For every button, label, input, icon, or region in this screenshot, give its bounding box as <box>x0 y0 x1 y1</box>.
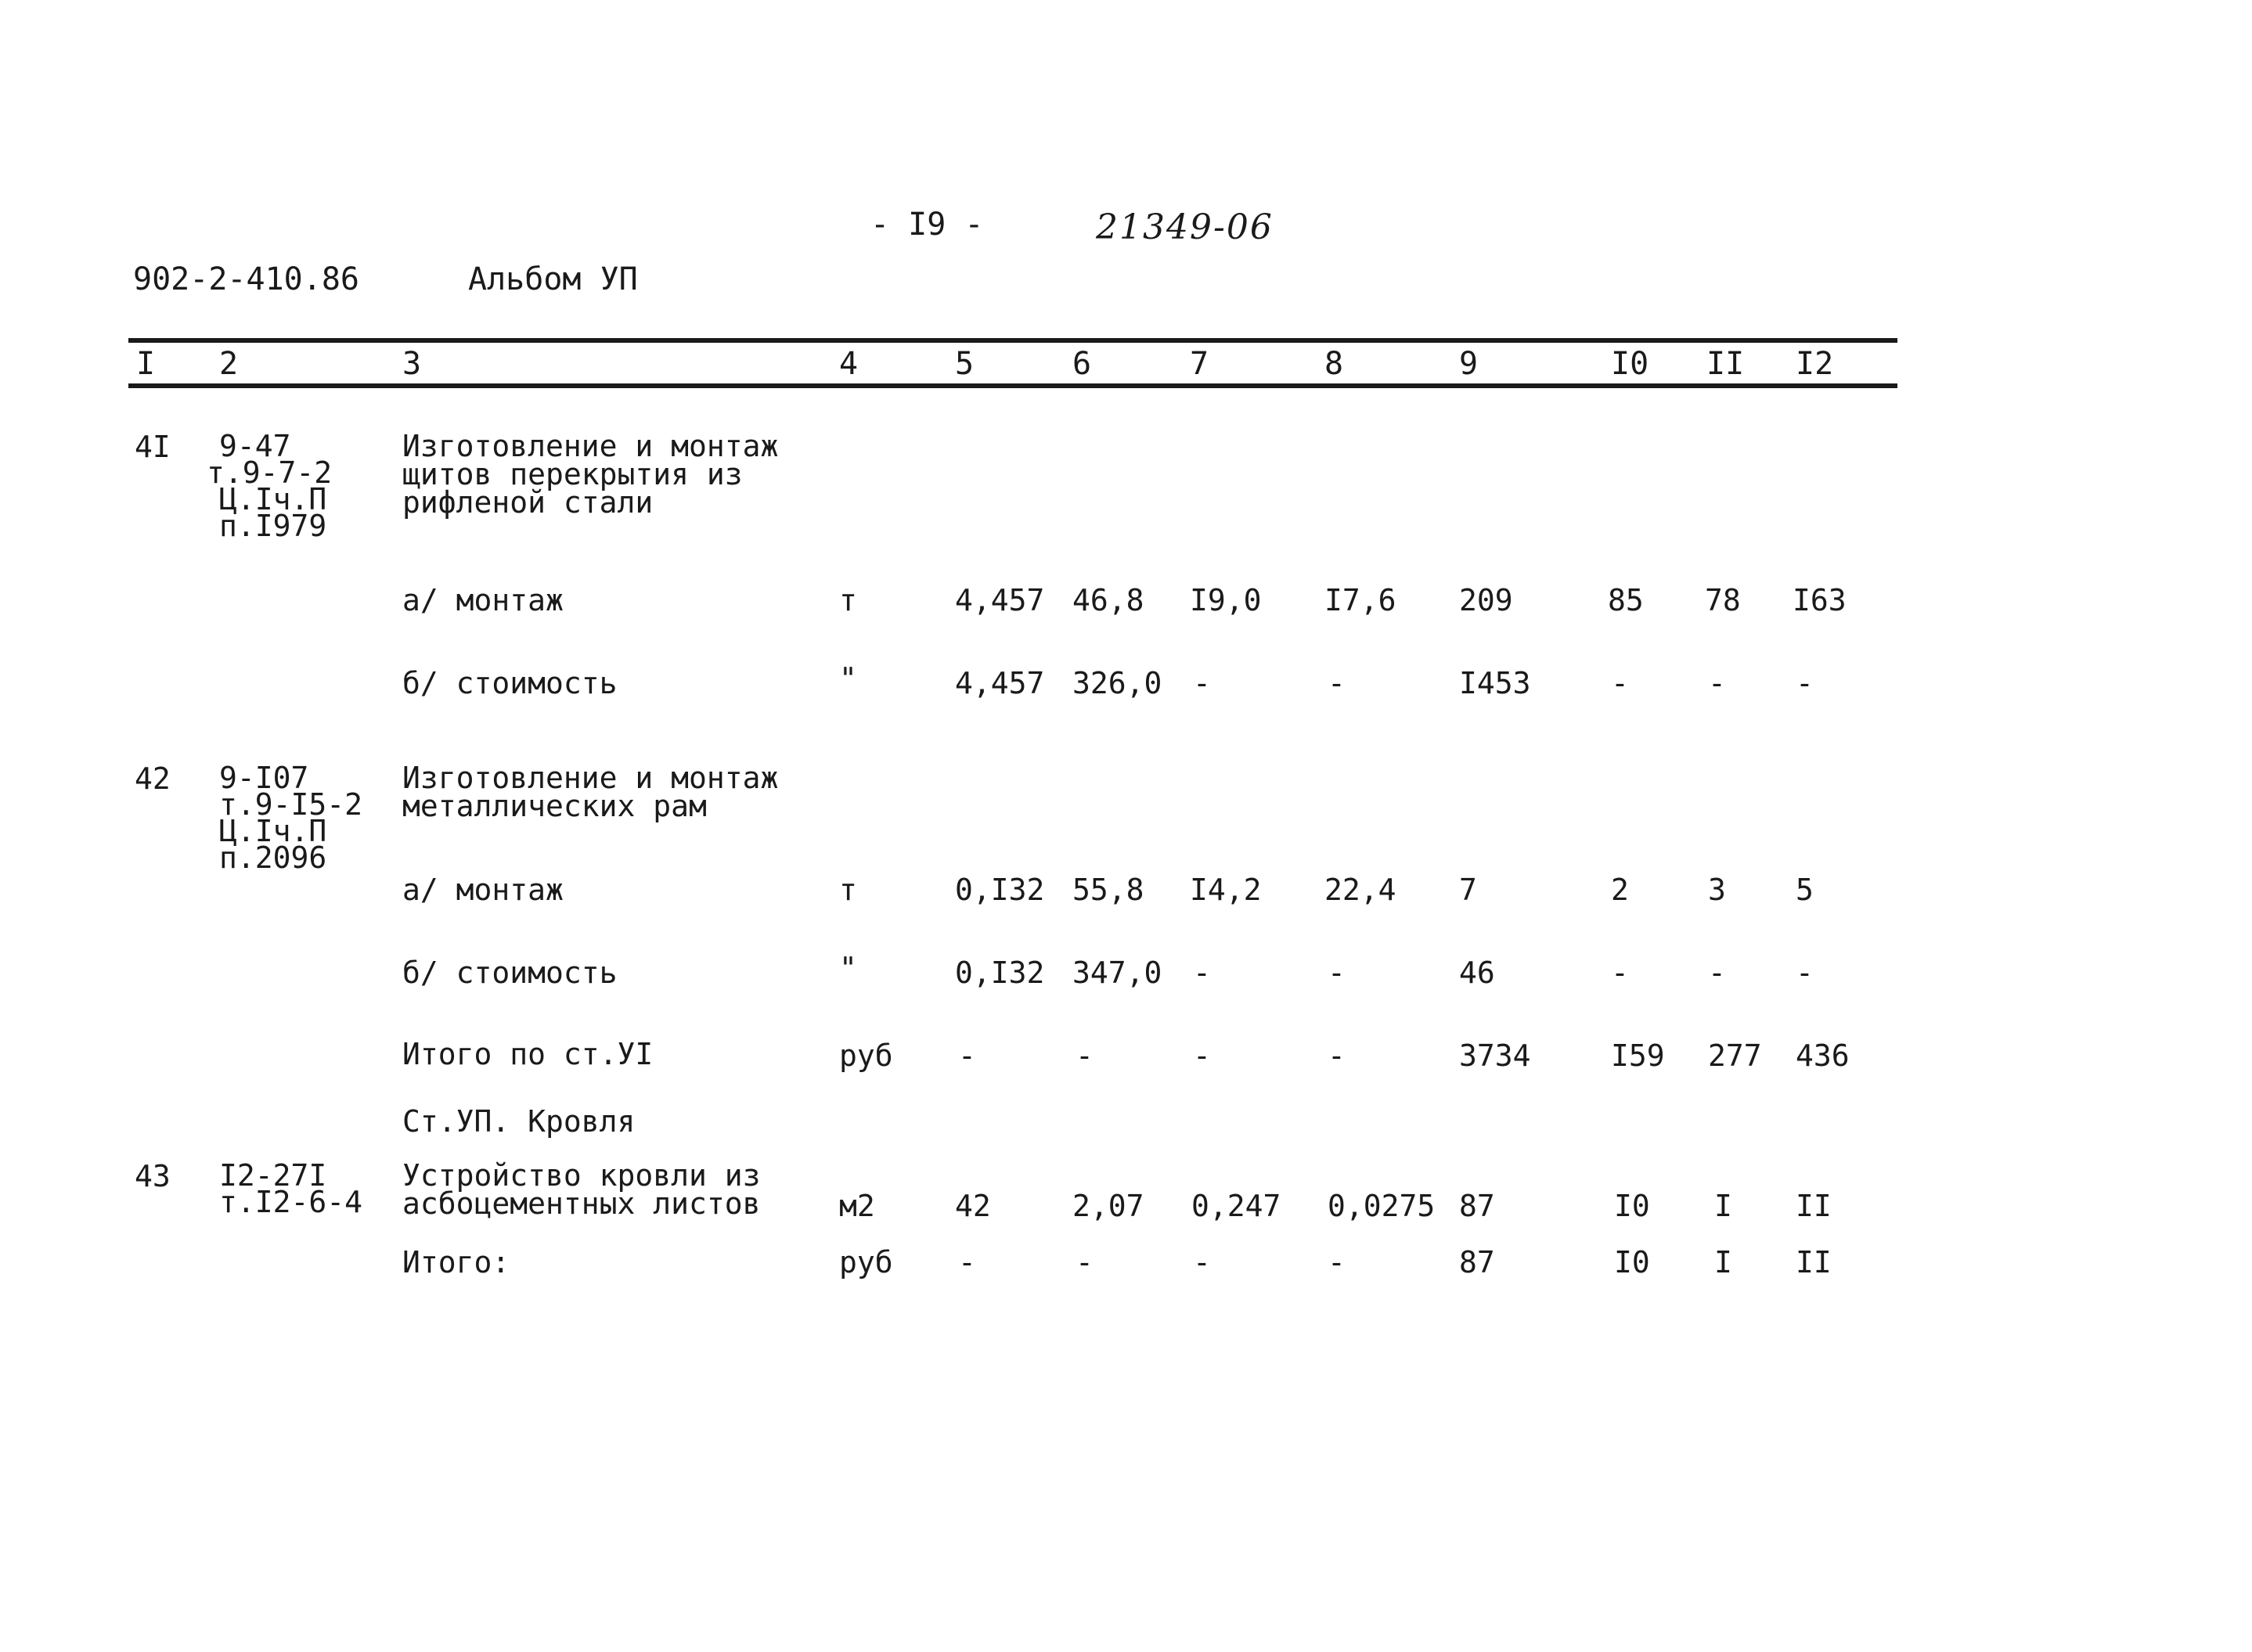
cell: 436 <box>1796 1038 1850 1073</box>
cell: 2,07 <box>1072 1189 1144 1223</box>
page-number: - I9 - <box>870 207 984 243</box>
cell: I59 <box>1611 1038 1665 1073</box>
column-header: 3 <box>402 346 422 382</box>
item-code: 9-47 <box>219 429 291 463</box>
cell: - <box>1193 1245 1211 1279</box>
cell: 78 <box>1705 583 1741 617</box>
cell: 22,4 <box>1324 873 1396 907</box>
row-label: а/ монтаж <box>402 583 564 617</box>
cell: 0,247 <box>1191 1189 1281 1223</box>
cell: - <box>1328 666 1346 700</box>
item-number: 43 <box>135 1159 171 1193</box>
cell: 46,8 <box>1072 583 1144 617</box>
cell: - <box>1193 666 1211 700</box>
cell: 87 <box>1459 1245 1495 1279</box>
item-code: п.2096 <box>219 840 327 875</box>
cell: - <box>1193 956 1211 990</box>
cell: 0,I32 <box>955 956 1045 990</box>
item-description: металлических рам <box>402 789 707 823</box>
cell: 0,I32 <box>955 873 1045 907</box>
column-header: I <box>136 346 156 382</box>
cell: - <box>1708 666 1726 700</box>
column-header: I0 <box>1611 346 1649 382</box>
unit-cell: " <box>839 661 857 696</box>
column-header: 5 <box>955 346 975 382</box>
cell: 209 <box>1459 583 1513 617</box>
item-code: 9-I07 <box>219 761 309 795</box>
cell: 4,457 <box>955 666 1045 700</box>
item-code: Ц.Iч.П <box>219 814 327 848</box>
album-title: Альбом УП <box>468 261 638 297</box>
cell: II <box>1796 1189 1832 1223</box>
cell: 277 <box>1708 1038 1762 1073</box>
cell: 42 <box>955 1189 991 1223</box>
total-label: Итого: <box>402 1245 510 1279</box>
column-header: 8 <box>1324 346 1344 382</box>
item-code: Ц.Iч.П <box>219 482 327 516</box>
row-label: а/ монтаж <box>402 873 564 907</box>
cell: I7,6 <box>1324 583 1396 617</box>
header-rule-bottom <box>128 383 1897 388</box>
item-description: рифленой стали <box>402 485 654 520</box>
cell: - <box>1076 1038 1094 1073</box>
cell: - <box>1328 1038 1346 1073</box>
cell: 2 <box>1611 873 1629 907</box>
cell: 347,0 <box>1072 956 1162 990</box>
item-number: 4I <box>135 430 171 464</box>
column-header: 6 <box>1072 346 1092 382</box>
cell: 5 <box>1796 873 1814 907</box>
item-code: т.9-I5-2 <box>219 787 363 822</box>
cell: - <box>1328 956 1346 990</box>
cell: I <box>1714 1189 1732 1223</box>
item-description: Устройство кровли из <box>402 1158 761 1193</box>
cell: I63 <box>1793 583 1847 617</box>
row-label: б/ стоимость <box>402 666 618 700</box>
item-code: т.9-7-2 <box>207 455 333 490</box>
section-heading: Ст.УП. Кровля <box>402 1104 636 1139</box>
cell: - <box>958 1038 976 1073</box>
cell: - <box>958 1245 976 1279</box>
cell: 3734 <box>1459 1038 1531 1073</box>
cell: 0,0275 <box>1328 1189 1436 1223</box>
item-description: щитов перекрытия из <box>402 457 743 491</box>
handwritten-stamp: 21349-06 <box>1096 207 1274 247</box>
unit-cell: м2 <box>839 1189 875 1223</box>
unit-cell: т <box>839 873 857 907</box>
cell: 46 <box>1459 956 1495 990</box>
unit-cell: т <box>839 583 857 617</box>
cell: 55,8 <box>1072 873 1144 907</box>
cell: 85 <box>1608 583 1644 617</box>
total-label: Итого по ст.УI <box>402 1037 654 1071</box>
cell: - <box>1796 666 1814 700</box>
column-header: 9 <box>1459 346 1479 382</box>
cell: 326,0 <box>1072 666 1162 700</box>
cell: I4,2 <box>1190 873 1262 907</box>
cell: - <box>1708 956 1726 990</box>
item-code: п.I979 <box>219 509 327 543</box>
item-code: I2-27I <box>219 1158 327 1193</box>
header-rule-top <box>128 338 1897 343</box>
column-header: II <box>1706 346 1745 382</box>
cell: 7 <box>1459 873 1477 907</box>
column-header: 7 <box>1190 346 1209 382</box>
unit-cell: " <box>839 951 857 985</box>
column-header: 4 <box>839 346 859 382</box>
cell: I0 <box>1614 1189 1650 1223</box>
cell: - <box>1611 956 1629 990</box>
cell: I0 <box>1614 1245 1650 1279</box>
item-number: 42 <box>135 761 171 796</box>
cell: - <box>1076 1245 1094 1279</box>
item-description: Изготовление и монтаж <box>402 761 779 795</box>
item-description: Изготовление и монтаж <box>402 429 779 463</box>
item-description: асбоцементных листов <box>402 1186 761 1221</box>
cell: 3 <box>1708 873 1726 907</box>
cell: I453 <box>1459 666 1531 700</box>
cell: - <box>1193 1038 1211 1073</box>
item-code: т.I2-6-4 <box>219 1185 363 1219</box>
cell: I9,0 <box>1190 583 1262 617</box>
cell: 4,457 <box>955 583 1045 617</box>
cell: - <box>1328 1245 1346 1279</box>
unit-cell: руб <box>839 1038 893 1073</box>
cell: I <box>1714 1245 1732 1279</box>
unit-cell: руб <box>839 1245 893 1279</box>
cell: 87 <box>1459 1189 1495 1223</box>
cell: - <box>1796 956 1814 990</box>
cell: II <box>1796 1245 1832 1279</box>
document-code: 902-2-410.86 <box>133 261 359 297</box>
column-header: I2 <box>1796 346 1834 382</box>
cell: - <box>1611 666 1629 700</box>
row-label: б/ стоимость <box>402 956 618 990</box>
column-header: 2 <box>219 346 239 382</box>
